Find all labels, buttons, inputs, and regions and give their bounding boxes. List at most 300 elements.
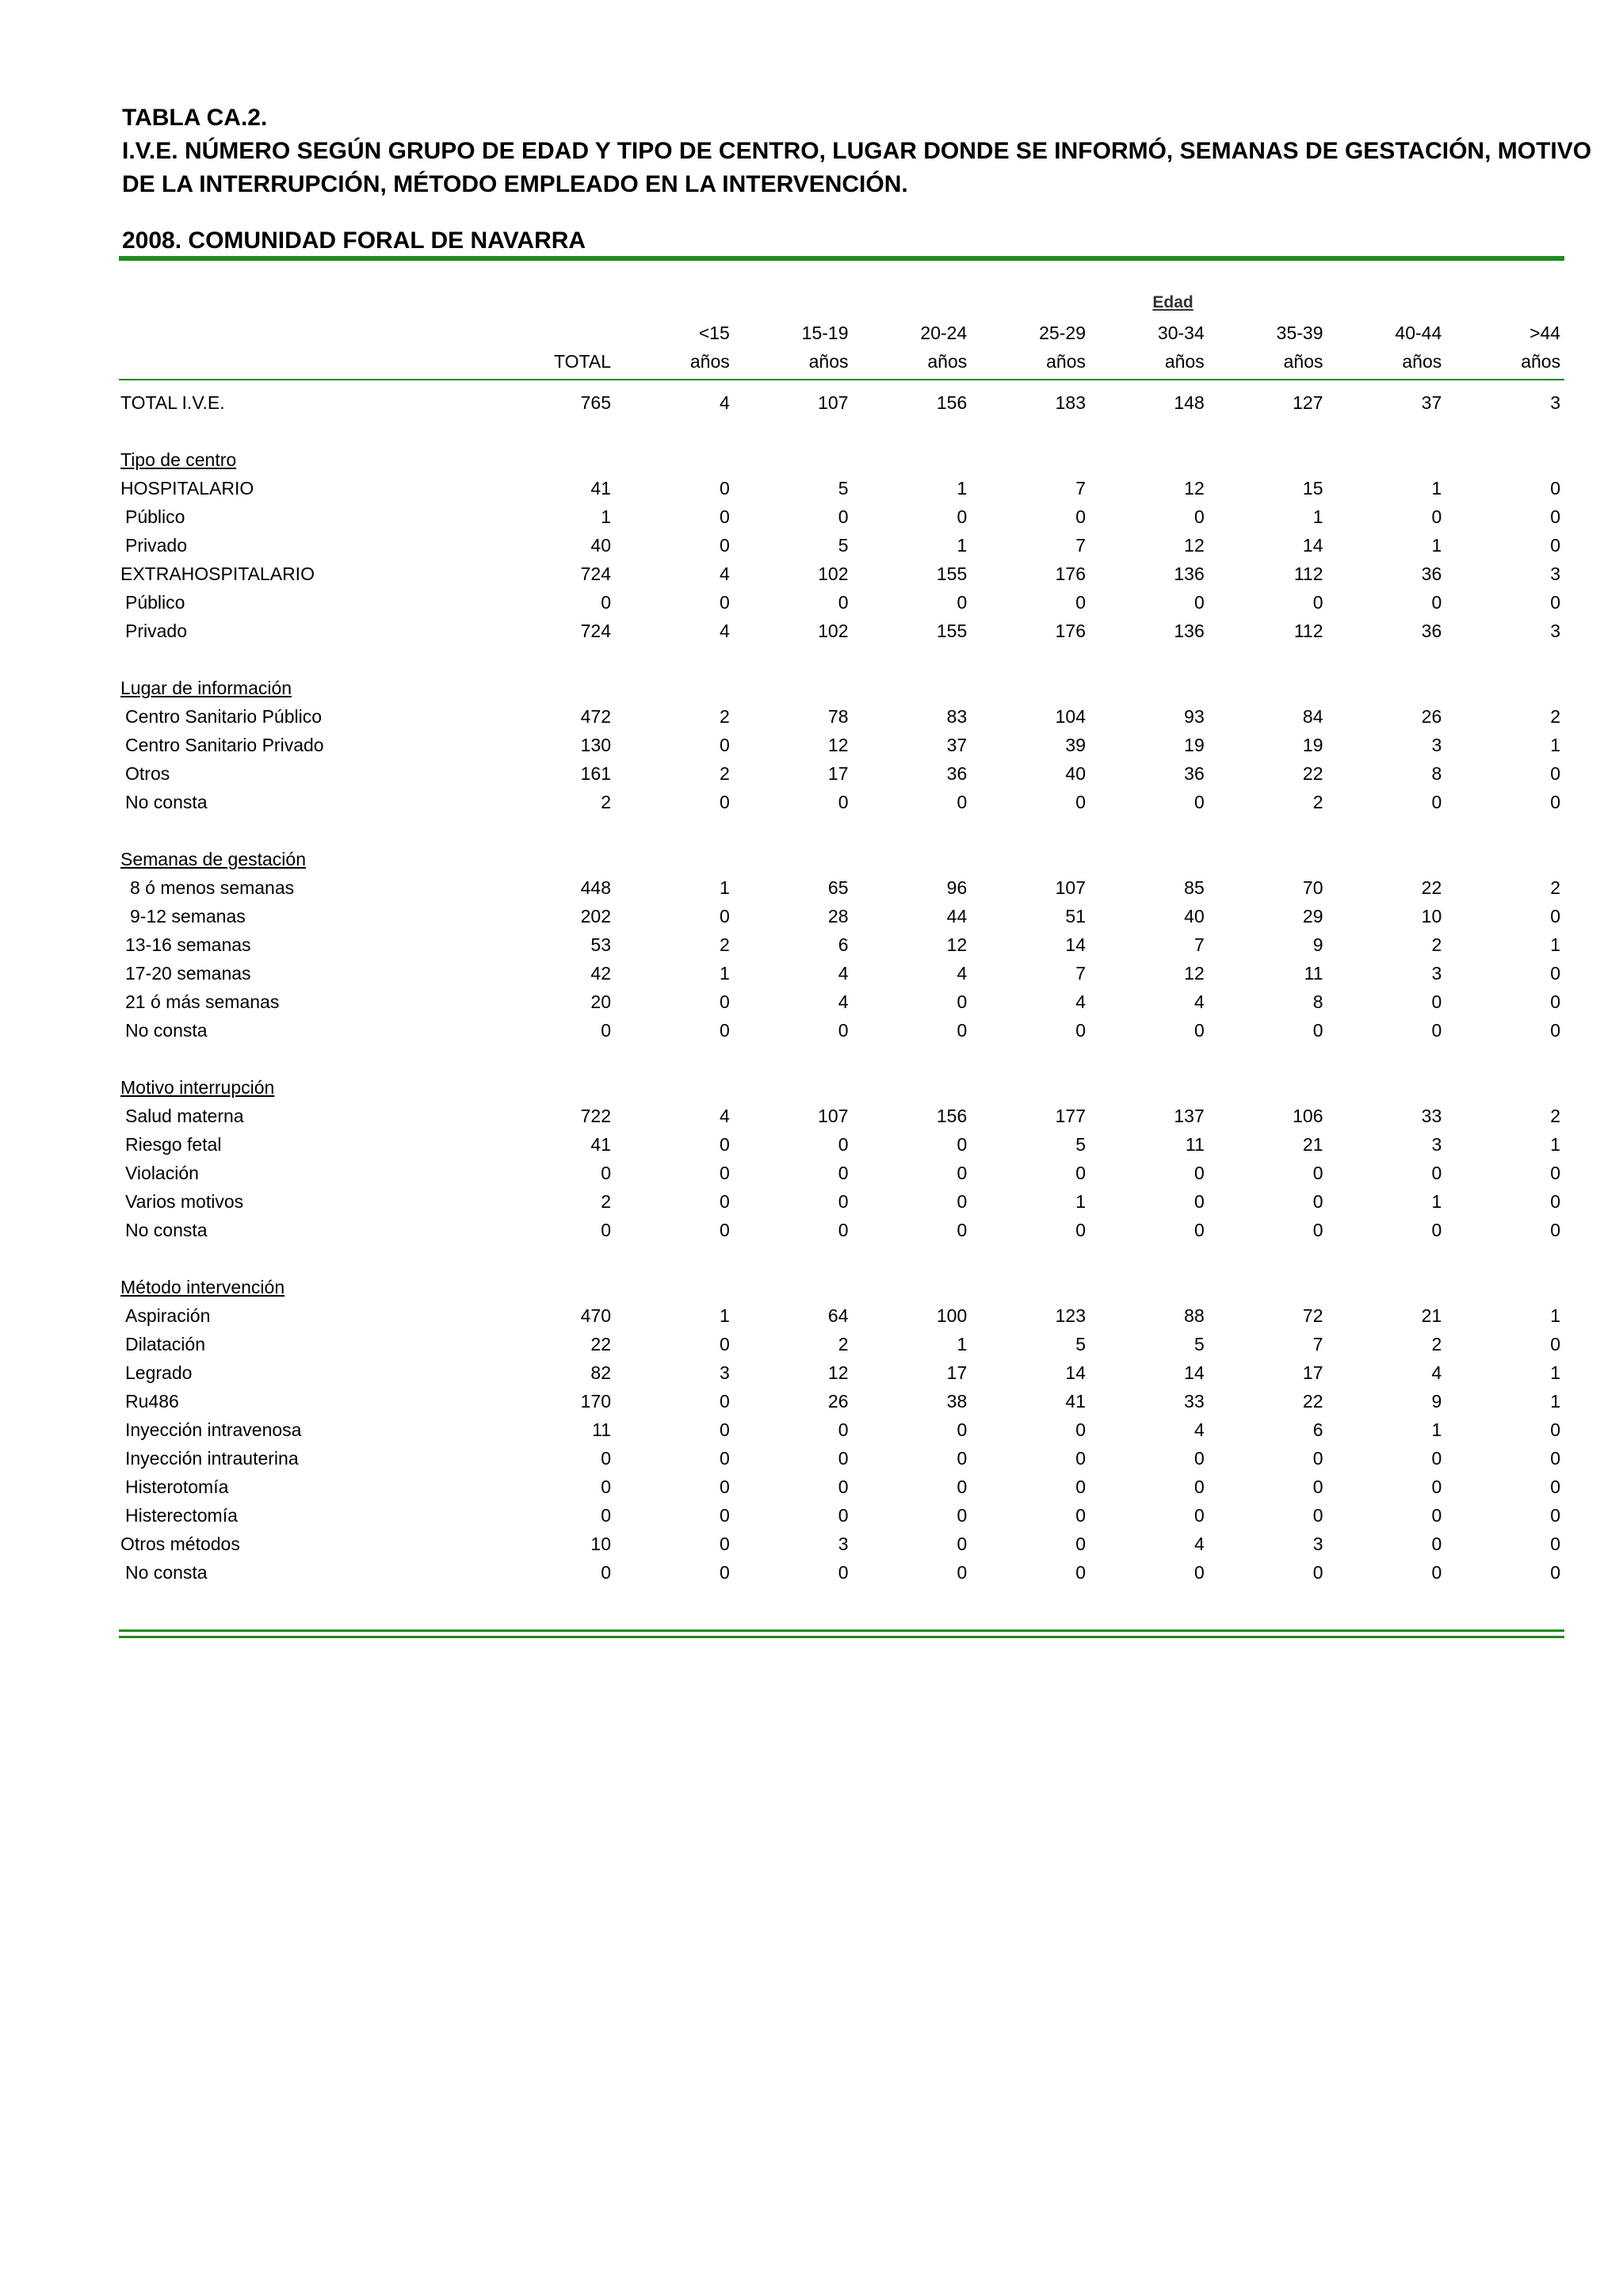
value-cell: 107 <box>1055 877 1086 898</box>
value-cell: 0 <box>838 1163 849 1183</box>
value-cell: 0 <box>1431 506 1442 527</box>
row-label: 17-20 semanas <box>125 963 251 984</box>
value-cell: 0 <box>1075 1505 1086 1526</box>
value-cell: 12 <box>946 934 968 955</box>
total-cell: 53 <box>590 934 611 955</box>
value-cell: 3 <box>838 1534 849 1554</box>
value-cell: 0 <box>1075 592 1086 613</box>
value-cell: 0 <box>719 1391 730 1412</box>
value-cell: 7 <box>1193 934 1205 955</box>
section-title: Tipo de centro <box>120 449 237 470</box>
total-cell: 2 <box>601 792 611 812</box>
table-subtitle: 2008. COMUNIDAD FORAL DE NAVARRA <box>122 227 586 254</box>
row-label: Inyección intravenosa <box>125 1419 302 1440</box>
table-row <box>119 1016 1564 1045</box>
value-cell: 0 <box>719 1505 730 1526</box>
value-cell: 4 <box>1193 991 1205 1012</box>
value-cell: 1 <box>1431 1191 1442 1212</box>
age-range-header: <15 <box>698 323 730 343</box>
value-cell: 1 <box>719 877 730 898</box>
age-group-label: Edad <box>1152 293 1193 311</box>
value-cell: 4 <box>1075 991 1086 1012</box>
table-code: TABLA CA.2. <box>122 105 268 131</box>
value-cell: 0 <box>1431 1534 1442 1554</box>
table-row <box>119 1330 1564 1358</box>
value-cell: 0 <box>1193 1191 1205 1212</box>
value-cell: 0 <box>1312 1477 1323 1497</box>
value-cell: 4 <box>719 563 730 584</box>
value-cell: 0 <box>838 1134 849 1155</box>
total-cell: 2 <box>601 1191 611 1212</box>
value-cell: 22 <box>1302 1391 1323 1412</box>
value-cell: 0 <box>838 1020 849 1041</box>
table-body <box>119 376 1564 1587</box>
value-cell: 3 <box>1431 963 1442 984</box>
value-cell: 0 <box>1312 1220 1323 1240</box>
value-cell: 15 <box>1302 478 1323 499</box>
value-cell: 17 <box>1302 1362 1323 1383</box>
value-cell: 1 <box>1550 1362 1561 1383</box>
total-cell: 448 <box>580 877 611 898</box>
value-cell: 123 <box>1055 1305 1086 1326</box>
row-label: Privado <box>125 621 187 641</box>
value-cell: 0 <box>1312 1448 1323 1469</box>
value-cell: 0 <box>719 1562 730 1583</box>
value-cell: 19 <box>1184 735 1205 755</box>
value-cell: 0 <box>1431 1562 1442 1583</box>
value-cell: 0 <box>1550 506 1561 527</box>
age-range-header: >44 <box>1529 323 1561 343</box>
value-cell: 84 <box>1302 706 1323 727</box>
value-cell: 3 <box>1550 563 1561 584</box>
value-cell: 36 <box>946 763 968 784</box>
total-column-header: TOTAL <box>554 351 611 372</box>
value-cell: 70 <box>1302 877 1323 898</box>
total-cell: 724 <box>580 563 611 584</box>
total-cell: 0 <box>601 1448 611 1469</box>
total-cell: 41 <box>590 478 611 499</box>
value-cell: 0 <box>1550 1448 1561 1469</box>
total-cell: 724 <box>580 621 611 641</box>
value-cell: 7 <box>1075 535 1086 556</box>
table-row <box>119 902 1564 930</box>
row-label: Público <box>125 592 185 613</box>
total-cell: 0 <box>601 1505 611 1526</box>
age-unit-header: años <box>1283 351 1323 372</box>
value-cell: 0 <box>1193 592 1205 613</box>
value-cell: 0 <box>1550 535 1561 556</box>
age-unit-header: años <box>927 351 968 372</box>
value-cell: 0 <box>1550 1191 1561 1212</box>
value-cell: 1 <box>1312 506 1323 527</box>
total-cell: 0 <box>601 1220 611 1240</box>
value-cell: 0 <box>1431 1505 1442 1526</box>
value-cell: 2 <box>719 934 730 955</box>
value-cell: 14 <box>1065 1362 1086 1383</box>
value-cell: 155 <box>936 563 968 584</box>
value-cell: 2 <box>838 1334 849 1354</box>
section-title: Método intervención <box>120 1277 285 1297</box>
value-cell: 44 <box>946 906 968 926</box>
table-row <box>119 1415 1564 1444</box>
total-cell: 0 <box>601 1020 611 1041</box>
value-cell: 2 <box>1431 1334 1442 1354</box>
value-cell: 4 <box>719 1106 730 1126</box>
value-cell: 4 <box>1193 1419 1205 1440</box>
value-cell: 0 <box>957 1534 968 1554</box>
table-row <box>119 930 1564 959</box>
age-range-header: 20-24 <box>920 323 968 343</box>
total-cell: 22 <box>590 1334 611 1354</box>
value-cell: 0 <box>838 1562 849 1583</box>
value-cell: 112 <box>1293 621 1323 641</box>
value-cell: 0 <box>957 1477 968 1497</box>
section-title: Motivo interrupción <box>120 1077 275 1098</box>
value-cell: 0 <box>719 906 730 926</box>
value-cell: 0 <box>1550 1419 1561 1440</box>
row-label: Ru486 <box>125 1391 179 1412</box>
row-label: 13-16 semanas <box>125 934 251 955</box>
value-cell: 1 <box>1550 1305 1561 1326</box>
row-label: No consta <box>125 792 208 812</box>
value-cell: 8 <box>1431 763 1442 784</box>
value-cell: 0 <box>1193 1448 1205 1469</box>
value-cell: 40 <box>1065 763 1086 784</box>
table-row <box>119 1130 1564 1159</box>
table-row <box>119 531 1564 560</box>
value-cell: 2 <box>719 706 730 727</box>
section-header-row <box>119 1073 1564 1102</box>
row-label: Violación <box>125 1163 199 1183</box>
value-cell: 0 <box>957 1134 968 1155</box>
value-cell: 112 <box>1293 563 1323 584</box>
table-row <box>119 1301 1564 1330</box>
age-unit-header: años <box>1521 351 1561 372</box>
row-label: Privado <box>125 535 187 556</box>
value-cell: 0 <box>957 1220 968 1240</box>
value-cell: 2 <box>1550 1106 1561 1126</box>
table-title: I.V.E. NÚMERO SEGÚN GRUPO DE EDAD Y TIPO DE CENTRO, LUGAR DONDE SE INFORMÓ, SEMANAS DE GESTACIÓN, MOTIVO DE LA INTERRUPCIÓN, MÉTODO EMPLEADO EN LA INTERVENCIÓN. <box>122 138 1592 197</box>
row-label: Histerotomía <box>125 1477 229 1497</box>
value-cell: 0 <box>1550 1334 1561 1354</box>
value-cell: 0 <box>719 1220 730 1240</box>
age-unit-header: años <box>1402 351 1442 372</box>
row-label: Dilatación <box>125 1334 205 1354</box>
value-cell: 0 <box>957 792 968 812</box>
value-cell: 37 <box>946 735 968 755</box>
value-cell: 0 <box>1193 1220 1205 1240</box>
value-cell: 2 <box>1431 934 1442 955</box>
value-cell: 36 <box>1421 563 1442 584</box>
value-cell: 12 <box>827 1362 849 1383</box>
value-cell: 0 <box>1550 991 1561 1012</box>
value-cell: 0 <box>1431 1163 1442 1183</box>
total-cell: 170 <box>580 1391 611 1412</box>
value-cell: 0 <box>957 1505 968 1526</box>
age-unit-row <box>119 347 1564 376</box>
value-cell: 0 <box>719 1020 730 1041</box>
value-cell: 177 <box>1055 1106 1086 1126</box>
value-cell: 148 <box>1174 392 1205 413</box>
total-cell: 722 <box>580 1106 611 1126</box>
table-row <box>119 388 1564 417</box>
value-cell: 1 <box>1550 1391 1561 1412</box>
value-cell: 36 <box>1421 621 1442 641</box>
value-cell: 33 <box>1421 1106 1442 1126</box>
row-label: Público <box>125 506 185 527</box>
value-cell: 0 <box>719 592 730 613</box>
value-cell: 5 <box>1075 1334 1086 1354</box>
section-header-row <box>119 445 1564 474</box>
row-label: Histerectomía <box>125 1505 238 1526</box>
value-cell: 1 <box>957 1334 968 1354</box>
value-cell: 0 <box>1312 1020 1323 1041</box>
value-cell: 0 <box>838 506 849 527</box>
value-cell: 0 <box>1312 1562 1323 1583</box>
value-cell: 0 <box>838 592 849 613</box>
value-cell: 102 <box>818 621 849 641</box>
table-row <box>119 1187 1564 1216</box>
value-cell: 3 <box>1431 1134 1442 1155</box>
value-cell: 0 <box>838 1220 849 1240</box>
value-cell: 0 <box>957 1448 968 1469</box>
value-cell: 26 <box>827 1391 849 1412</box>
total-cell: 470 <box>580 1305 611 1326</box>
row-label: Inyección intrauterina <box>125 1448 299 1469</box>
value-cell: 96 <box>946 877 968 898</box>
value-cell: 12 <box>827 735 849 755</box>
row-label: HOSPITALARIO <box>120 478 254 499</box>
value-cell: 26 <box>1421 706 1442 727</box>
bottom-rule <box>119 1629 1564 1632</box>
value-cell: 0 <box>1193 506 1205 527</box>
table-row <box>119 959 1564 988</box>
value-cell: 0 <box>838 1191 849 1212</box>
value-cell: 28 <box>827 906 849 926</box>
value-cell: 4 <box>719 621 730 641</box>
value-cell: 83 <box>946 706 968 727</box>
value-cell: 4 <box>838 991 849 1012</box>
value-cell: 0 <box>1312 1191 1323 1212</box>
table-row <box>119 1159 1564 1187</box>
value-cell: 38 <box>946 1391 968 1412</box>
value-cell: 21 <box>1302 1134 1323 1155</box>
table-row <box>119 1473 1564 1501</box>
table-row <box>119 617 1564 645</box>
value-cell: 0 <box>957 991 968 1012</box>
value-cell: 107 <box>818 1106 849 1126</box>
value-cell: 0 <box>719 1163 730 1183</box>
value-cell: 11 <box>1185 1134 1205 1155</box>
value-cell: 0 <box>957 1020 968 1041</box>
value-cell: 155 <box>936 621 968 641</box>
value-cell: 0 <box>957 506 968 527</box>
value-cell: 0 <box>1193 1562 1205 1583</box>
value-cell: 2 <box>1550 877 1561 898</box>
row-label: No consta <box>125 1020 208 1041</box>
value-cell: 4 <box>1431 1362 1442 1383</box>
value-cell: 5 <box>1193 1334 1205 1354</box>
value-cell: 0 <box>1431 792 1442 812</box>
value-cell: 0 <box>838 792 849 812</box>
value-cell: 0 <box>719 1134 730 1155</box>
value-cell: 0 <box>1550 1505 1561 1526</box>
age-unit-header: años <box>689 351 730 372</box>
value-cell: 0 <box>719 792 730 812</box>
value-cell: 0 <box>1550 592 1561 613</box>
value-cell: 156 <box>936 392 968 413</box>
value-cell: 0 <box>838 1505 849 1526</box>
value-cell: 64 <box>827 1305 849 1326</box>
value-cell: 40 <box>1184 906 1205 926</box>
value-cell: 137 <box>1174 1106 1205 1126</box>
table-row <box>119 1102 1564 1130</box>
table-row <box>119 474 1564 502</box>
top-rule <box>119 256 1564 261</box>
value-cell: 0 <box>1550 1477 1561 1497</box>
total-cell: 472 <box>580 706 611 727</box>
total-cell: 161 <box>580 763 611 784</box>
value-cell: 0 <box>1550 1220 1561 1240</box>
value-cell: 19 <box>1302 735 1323 755</box>
value-cell: 1 <box>719 963 730 984</box>
value-cell: 3 <box>719 1362 730 1383</box>
value-cell: 12 <box>1184 535 1205 556</box>
value-cell: 1 <box>1550 1134 1561 1155</box>
value-cell: 6 <box>838 934 849 955</box>
table-row <box>119 988 1564 1016</box>
value-cell: 0 <box>1431 1020 1442 1041</box>
total-cell: 82 <box>590 1362 611 1383</box>
total-cell: 0 <box>601 1477 611 1497</box>
value-cell: 4 <box>838 963 849 984</box>
value-cell: 78 <box>827 706 849 727</box>
value-cell: 0 <box>1312 1163 1323 1183</box>
value-cell: 0 <box>1193 1163 1205 1183</box>
table-row <box>119 1387 1564 1415</box>
table-row <box>119 560 1564 588</box>
value-cell: 0 <box>1431 592 1442 613</box>
table-row <box>119 731 1564 759</box>
total-cell: 11 <box>592 1419 611 1440</box>
value-cell: 3 <box>1550 392 1561 413</box>
value-cell: 0 <box>1075 1477 1086 1497</box>
value-cell: 3 <box>1312 1534 1323 1554</box>
value-cell: 1 <box>719 1305 730 1326</box>
value-cell: 107 <box>818 392 849 413</box>
row-label: 8 ó menos semanas <box>130 877 295 898</box>
age-range-header: 30-34 <box>1157 323 1205 343</box>
row-label: Centro Sanitario Privado <box>125 735 324 755</box>
value-cell: 21 <box>1421 1305 1442 1326</box>
total-cell: 40 <box>590 535 611 556</box>
group-header-row <box>119 285 1564 319</box>
row-label: Aspiración <box>125 1305 211 1326</box>
value-cell: 0 <box>838 1419 849 1440</box>
value-cell: 2 <box>1550 706 1561 727</box>
value-cell: 183 <box>1055 392 1086 413</box>
value-cell: 0 <box>719 506 730 527</box>
total-cell: 10 <box>590 1534 611 1554</box>
value-cell: 0 <box>1431 991 1442 1012</box>
value-cell: 176 <box>1055 563 1086 584</box>
row-label: EXTRAHOSPITALARIO <box>120 563 315 584</box>
value-cell: 22 <box>1421 877 1442 898</box>
table-row <box>119 1216 1564 1244</box>
value-cell: 0 <box>1193 1020 1205 1041</box>
value-cell: 4 <box>1193 1534 1205 1554</box>
row-label: Varios motivos <box>125 1191 244 1212</box>
age-range-header: 40-44 <box>1395 323 1442 343</box>
value-cell: 127 <box>1293 392 1323 413</box>
value-cell: 41 <box>1065 1391 1086 1412</box>
value-cell: 0 <box>1193 1505 1205 1526</box>
row-label: Otros métodos <box>120 1534 240 1554</box>
value-cell: 39 <box>1065 735 1086 755</box>
table-row <box>119 702 1564 731</box>
total-cell: 765 <box>580 392 611 413</box>
value-cell: 2 <box>1312 792 1323 812</box>
value-cell: 17 <box>827 763 849 784</box>
table-row <box>119 588 1564 617</box>
data-table <box>119 285 1564 1587</box>
value-cell: 9 <box>1312 934 1323 955</box>
value-cell: 136 <box>1174 563 1205 584</box>
value-cell: 0 <box>719 478 730 499</box>
value-cell: 0 <box>719 735 730 755</box>
value-cell: 93 <box>1184 706 1205 727</box>
value-cell: 0 <box>719 1334 730 1354</box>
value-cell: 8 <box>1312 991 1323 1012</box>
value-cell: 1 <box>957 478 968 499</box>
value-cell: 3 <box>1431 735 1442 755</box>
value-cell: 37 <box>1421 392 1442 413</box>
row-label: 21 ó más semanas <box>125 991 280 1012</box>
row-label: Salud materna <box>125 1106 244 1126</box>
value-cell: 0 <box>1550 1020 1561 1041</box>
value-cell: 0 <box>1431 1220 1442 1240</box>
value-cell: 3 <box>1550 621 1561 641</box>
table-row <box>119 1558 1564 1587</box>
value-cell: 0 <box>1550 906 1561 926</box>
table-row <box>119 1530 1564 1558</box>
total-cell: 41 <box>590 1134 611 1155</box>
value-cell: 0 <box>1550 1562 1561 1583</box>
value-cell: 0 <box>719 1534 730 1554</box>
value-cell: 0 <box>1550 478 1561 499</box>
age-range-header: 25-29 <box>1039 323 1086 343</box>
value-cell: 1 <box>1431 535 1442 556</box>
value-cell: 156 <box>936 1106 968 1126</box>
value-cell: 106 <box>1293 1106 1323 1126</box>
table-row <box>119 1501 1564 1530</box>
row-label: TOTAL I.V.E. <box>120 392 225 413</box>
value-cell: 104 <box>1055 706 1086 727</box>
value-cell: 0 <box>957 592 968 613</box>
value-cell: 0 <box>1075 1020 1086 1041</box>
total-cell: 0 <box>601 1163 611 1183</box>
value-cell: 9 <box>1431 1391 1442 1412</box>
age-unit-header: años <box>808 351 849 372</box>
value-cell: 0 <box>719 535 730 556</box>
total-cell: 42 <box>590 963 611 984</box>
value-cell: 33 <box>1184 1391 1205 1412</box>
value-cell: 11 <box>1304 963 1323 984</box>
value-cell: 0 <box>1550 1534 1561 1554</box>
value-cell: 0 <box>1193 1477 1205 1497</box>
total-cell: 130 <box>580 735 611 755</box>
value-cell: 72 <box>1302 1305 1323 1326</box>
